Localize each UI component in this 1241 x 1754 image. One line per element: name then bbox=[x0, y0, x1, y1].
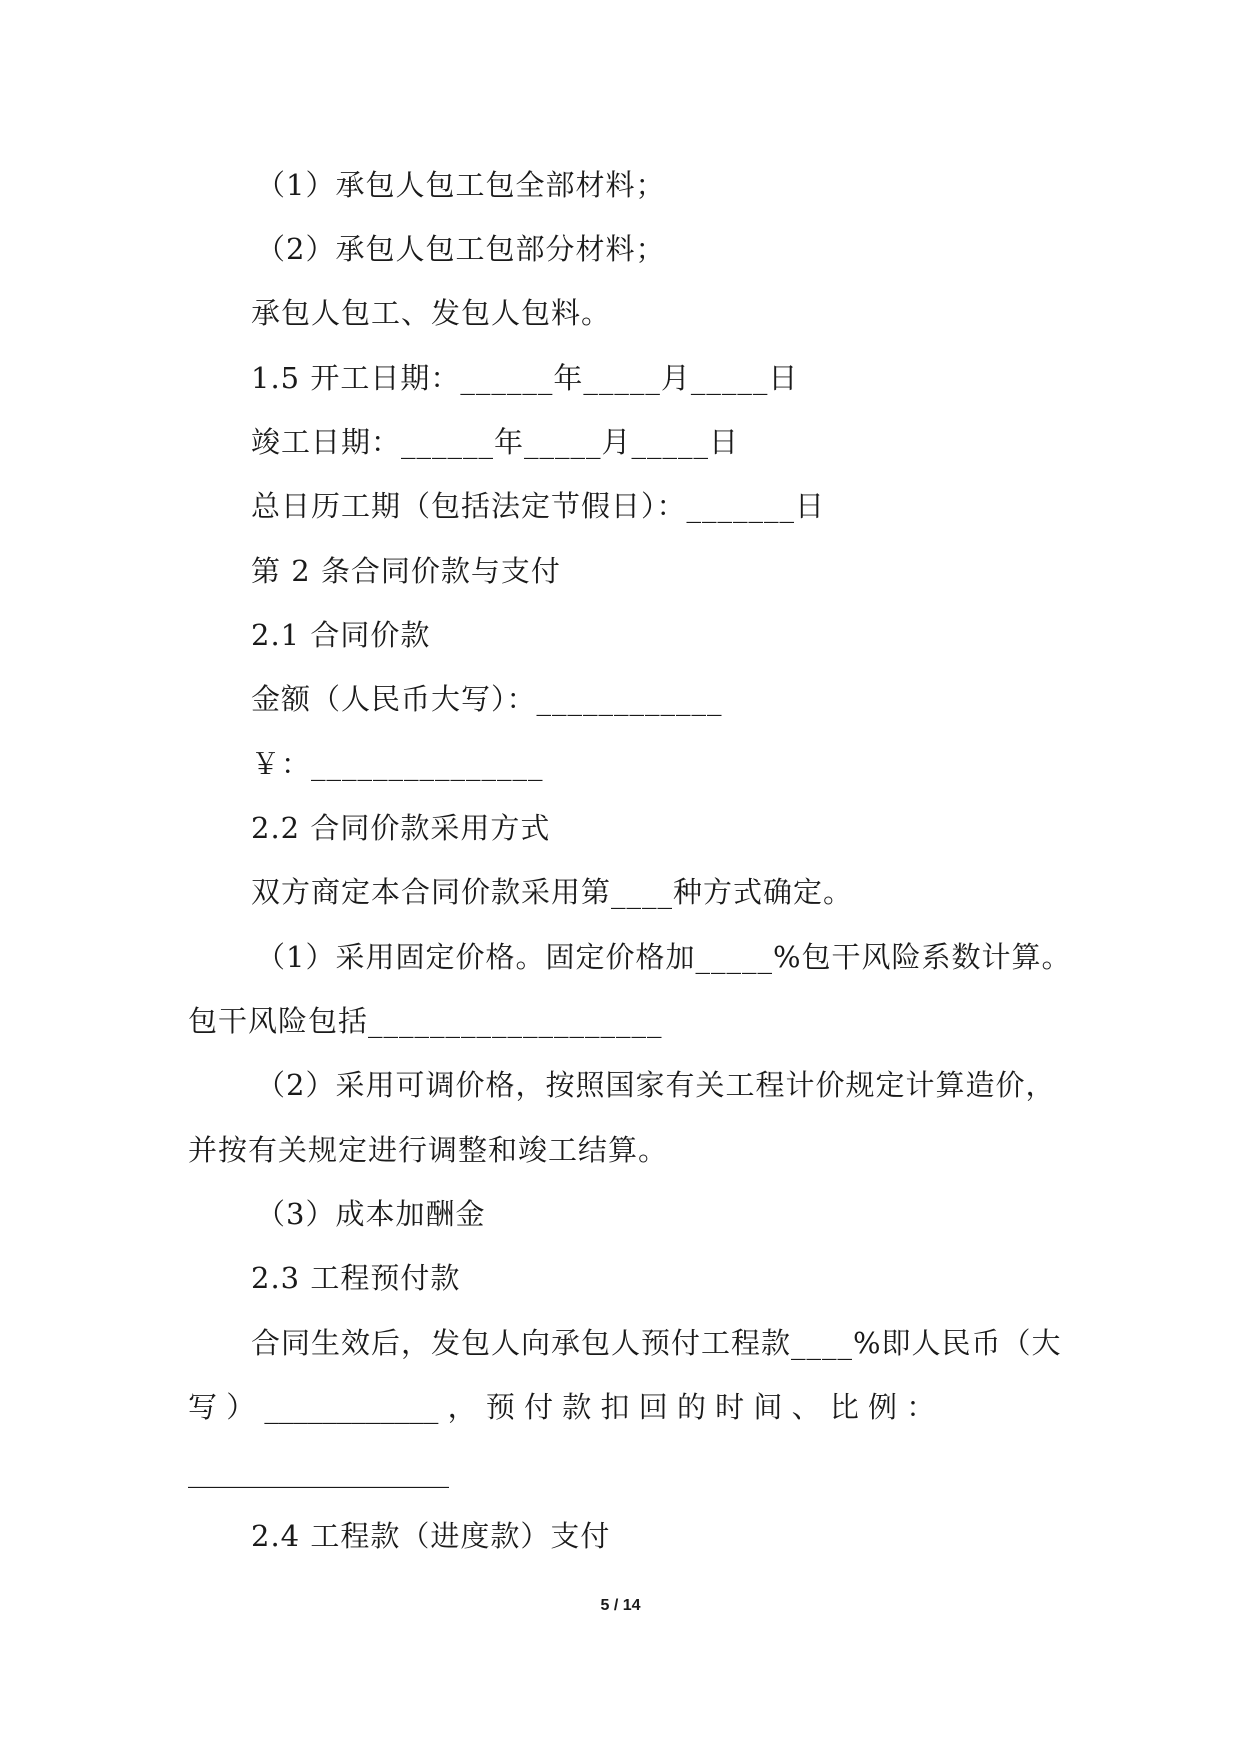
contract-line-amount-words: 金额（人民币大写）：____________ bbox=[251, 682, 723, 716]
contract-line-amount-yuan: ￥：_______________ bbox=[251, 747, 544, 781]
contract-line-risk-scope: 包干风险包括___________________ bbox=[188, 1004, 663, 1038]
page-number: 5 / 14 bbox=[600, 1597, 641, 1614]
contract-line-advance-deduction: 写 ） ____________ ， 预 付 款 扣 回 的 时 间 、 比 例 ： bbox=[188, 1390, 936, 1424]
contract-line-adjustable-price: （2）采用可调价格，按照国家有关工程计价规定计算造价， bbox=[256, 1068, 1056, 1102]
contract-line-fixed-price: （1）采用固定价格。固定价格加_____%包干风险系数计算。 bbox=[256, 940, 1072, 974]
section-heading-article-2: 第 2 条合同价款与支付 bbox=[251, 554, 561, 588]
contract-line-materials-all: （1）承包人包工包全部材料； bbox=[256, 168, 666, 202]
subsection-heading-2-3: 2.3 工程预付款 bbox=[251, 1261, 461, 1295]
contract-line-advance-payment: 合同生效后，发包人向承包人预付工程款____%即人民币（大 bbox=[251, 1326, 1062, 1360]
contract-line-price-method: 双方商定本合同价款采用第____种方式确定。 bbox=[251, 875, 854, 909]
contract-line-total-duration: 总日历工期（包括法定节假日）：_______日 bbox=[251, 489, 826, 523]
subsection-heading-2-1: 2.1 合同价款 bbox=[251, 618, 431, 652]
contract-line-adjustment-settlement: 并按有关规定进行调整和竣工结算。 bbox=[188, 1133, 669, 1167]
subsection-heading-2-4: 2.4 工程款（进度款）支付 bbox=[251, 1519, 611, 1553]
contract-line-labor-only: 承包人包工、发包人包料。 bbox=[251, 296, 612, 330]
contract-line-completion-date: 竣工日期：______年_____月_____日 bbox=[251, 425, 740, 459]
contract-line-cost-plus: （3）成本加酬金 bbox=[256, 1197, 486, 1231]
contract-line-blank: __________________ bbox=[188, 1454, 449, 1488]
contract-line-start-date: 1.5 开工日期：______年_____月_____日 bbox=[251, 361, 799, 395]
contract-line-materials-partial: （2）承包人包工包部分材料； bbox=[256, 232, 666, 266]
subsection-heading-2-2: 2.2 合同价款采用方式 bbox=[251, 811, 551, 845]
